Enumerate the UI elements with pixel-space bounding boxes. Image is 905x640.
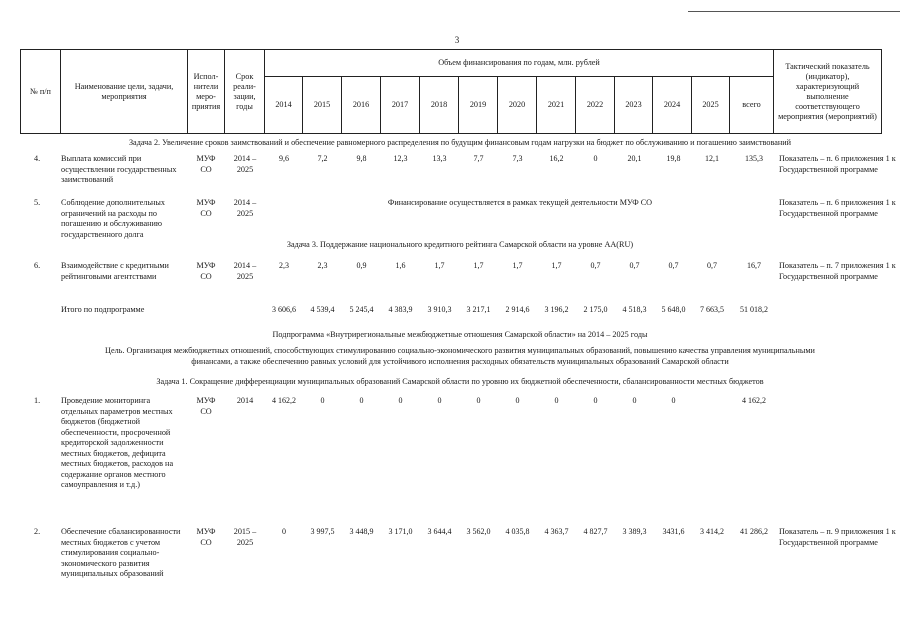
row-4-value-4: 13,3 [432,154,447,163]
total-value-5: 3 217,1 [466,305,491,314]
row-b1-value-10: 0 [671,396,676,405]
row-4-value-11: 12,1 [705,154,719,163]
header-year-6: 2020 [498,77,537,134]
row-4-value-8: 0 [593,154,598,163]
row-6-value-6: 1,7 [512,261,523,270]
header-table [20,49,882,134]
row-6-value-4: 1,7 [434,261,445,270]
header-year-3: 2017 [381,77,420,134]
row-6-value-7: 1,7 [551,261,562,270]
goal-line-2: финансами, а также обеспечению равных условий для устойчивого исполнения расходных обязательств муниципальных образований Самарской области [191,357,729,366]
header-year-12: всего [730,77,774,134]
row-b2-exec: МУФ СО [196,527,216,547]
row-6-value-1: 2,3 [317,261,328,270]
header-year-8: 2022 [576,77,615,134]
page-number: 3 [454,35,460,45]
total-value-9: 4 518,3 [622,305,647,314]
total-value-3: 4 383,9 [388,305,413,314]
row-6-value-5: 1,7 [473,261,484,270]
row-5-name: Соблюдение дополнительных ограничений на расходы по погашению и обслуживанию государственного долга [61,198,166,239]
header-year-7: 2021 [537,77,576,134]
row-b2-term: 2015 – 2025 [233,527,257,547]
row-b1-num: 1. [34,396,41,405]
row-b1-value-7: 0 [554,396,559,405]
row-4-value-9: 20,1 [627,154,642,163]
row-4-num: 4. [34,154,41,163]
header-year-5: 2019 [459,77,498,134]
header-year-2: 2016 [342,77,381,134]
row-5-exec: МУФ СО [196,198,216,218]
task-1-title: Задача 1. Сокращение дифференциации муниципальных образований Самарской области по уровню их бюджетной обеспеченности, сбалансированности местных бюджетов [156,377,764,386]
subprogram-title: Подпрограмма «Внутрирегиональные межбюджетные отношения Самарской области» на 2014 – 2025 годы [272,330,648,339]
row-b1-value-2: 0 [359,396,364,405]
row-4-indicator: Показатель – п. 6 приложения 1 к Государственной программе [779,154,896,174]
total-label: Итого по подпрограмме [61,305,145,314]
header-year-9: 2023 [615,77,653,134]
row-5-term: 2014 – 2025 [233,198,257,218]
goal-line-1: Цель. Организация межбюджетных отношений, способствующих стимулированию социально-экономического развития муниципальных образований, повышению качества управления муниципальными [105,346,815,355]
row-4-value-6: 7,3 [512,154,523,163]
row-b2-value-7: 4 363,7 [544,527,569,536]
header-name: Наименование цели, задачи, мероприятия [61,50,188,134]
row-b2-num: 2. [34,527,41,536]
row-4-value-1: 7,2 [317,154,328,163]
total-value-7: 3 196,2 [544,305,569,314]
row-b1-value-5: 0 [476,396,481,405]
header-year-4: 2018 [420,77,459,134]
task-2-title: Задача 2. Увеличение сроков заимствований и обеспечение равномерного распределения по будущим финансовым годам нагрузки на бюджет по обслуживанию и погашению заимствований [128,138,792,147]
row-4-value-5: 7,7 [473,154,484,163]
row-b2-value-11: 3 414,2 [700,527,724,536]
row-4-value-7: 16,2 [549,154,564,163]
row-4-value-12: 135,3 [745,154,763,163]
row-6-value-3: 1,6 [395,261,406,270]
row-b1-value-1: 0 [320,396,325,405]
header-term: Срок реали-зации, годы [225,50,265,134]
header-year-1: 2015 [303,77,342,134]
row-4-name: Выплата комиссий при осуществлении государственных заимствований [61,154,177,184]
row-b2-indicator: Показатель – п. 9 приложения 1 к Государственной программе [779,527,896,547]
row-6-value-12: 16,7 [747,261,761,270]
row-6-value-10: 0,7 [668,261,679,270]
row-b1-value-12: 4 162,2 [742,396,766,405]
row-6-exec: МУФ СО [196,261,216,281]
row-5-note: Финансирование осуществляется в рамках текущей деятельности МУФ СО [387,198,653,207]
row-4-value-0: 9,6 [279,154,289,163]
row-b1-value-6: 0 [515,396,520,405]
row-b2-value-10: 3431,6 [662,527,685,536]
header-num: № п/п [21,50,61,134]
header-year-10: 2024 [653,77,692,134]
row-4-value-3: 12,3 [393,154,408,163]
row-6-value-8: 0,7 [590,261,601,270]
row-6-value-9: 0,7 [629,261,640,270]
row-6-value-0: 2,3 [279,261,289,270]
header-finance: Объем финансирования по годам, млн. рублей [265,50,774,77]
total-value-11: 7 663,5 [700,305,724,314]
row-b1-term: 2014 [236,396,254,405]
row-b2-value-8: 4 827,7 [583,527,608,536]
row-6-name: Взаимодействие с кредитными рейтинговыми агентствами [61,261,169,281]
total-value-8: 2 175,0 [583,305,608,314]
total-value-1: 4 539,4 [310,305,335,314]
total-value-10: 5 648,0 [661,305,686,314]
row-6-num: 6. [34,261,41,270]
row-6-term: 2014 – 2025 [233,261,257,281]
row-b2-value-1: 3 997,5 [310,527,335,536]
row-b2-value-3: 3 171,0 [388,527,413,536]
row-4-term: 2014 – 2025 [233,154,257,174]
row-4-value-2: 9,8 [356,154,367,163]
total-value-12: 51 018,2 [740,305,768,314]
row-b2-value-6: 4 035,8 [505,527,530,536]
row-4-value-10: 19,8 [666,154,681,163]
total-value-6: 2 914,6 [505,305,530,314]
row-5-indicator: Показатель – п. 6 приложения 1 к Государственной программе [779,198,896,218]
total-value-0: 3 606,6 [272,305,296,314]
row-b1-exec: МУФ СО [196,396,216,416]
row-b2-value-5: 3 562,0 [466,527,491,536]
row-b2-name: Обеспечение сбалансированности местных бюджетов с учетом стимулирования социально-экономического развития муниципальных образований [61,527,181,578]
row-b2-value-9: 3 389,3 [622,527,647,536]
row-b2-value-2: 3 448,9 [349,527,374,536]
row-b1-value-8: 0 [593,396,598,405]
row-4-exec: МУФ СО [196,154,216,174]
row-b1-value-9: 0 [632,396,637,405]
total-value-4: 3 910,3 [427,305,452,314]
row-6-indicator: Показатель – п. 7 приложения 1 к Государственной программе [779,261,896,281]
top-rule [688,11,900,12]
row-b1-value-4: 0 [437,396,442,405]
row-6-value-2: 0,9 [356,261,367,270]
row-b2-value-12: 41 286,2 [740,527,768,536]
task-3-title: Задача 3. Поддержание национального кредитного рейтинга Самарской области на уровне AA(RU) [286,240,634,249]
row-b2-value-0: 0 [282,527,286,536]
row-b1-name: Проведение мониторинга отдельных параметров местных бюджетов (бюджетной обеспеченности, просроченной кредиторской задолженности местных бюджетов, дефицита местных бюджетов, расходов на содержание органов местного самоуправления и т.д.) [61,396,174,489]
header-year-11: 2025 [692,77,730,134]
header-executors: Испол-нители меро-приятия [188,50,225,134]
header-year-0: 2014 [265,77,303,134]
row-6-value-11: 0,7 [707,261,717,270]
header-indicator: Тактический показатель (индикатор), характеризующий выполнение соответствующего мероприятия (мероприятий) [774,50,882,134]
row-b1-value-0: 4 162,2 [272,396,296,405]
row-b2-value-4: 3 644,4 [427,527,452,536]
row-b1-value-3: 0 [398,396,403,405]
row-5-num: 5. [34,198,41,207]
total-value-2: 5 245,4 [349,305,374,314]
